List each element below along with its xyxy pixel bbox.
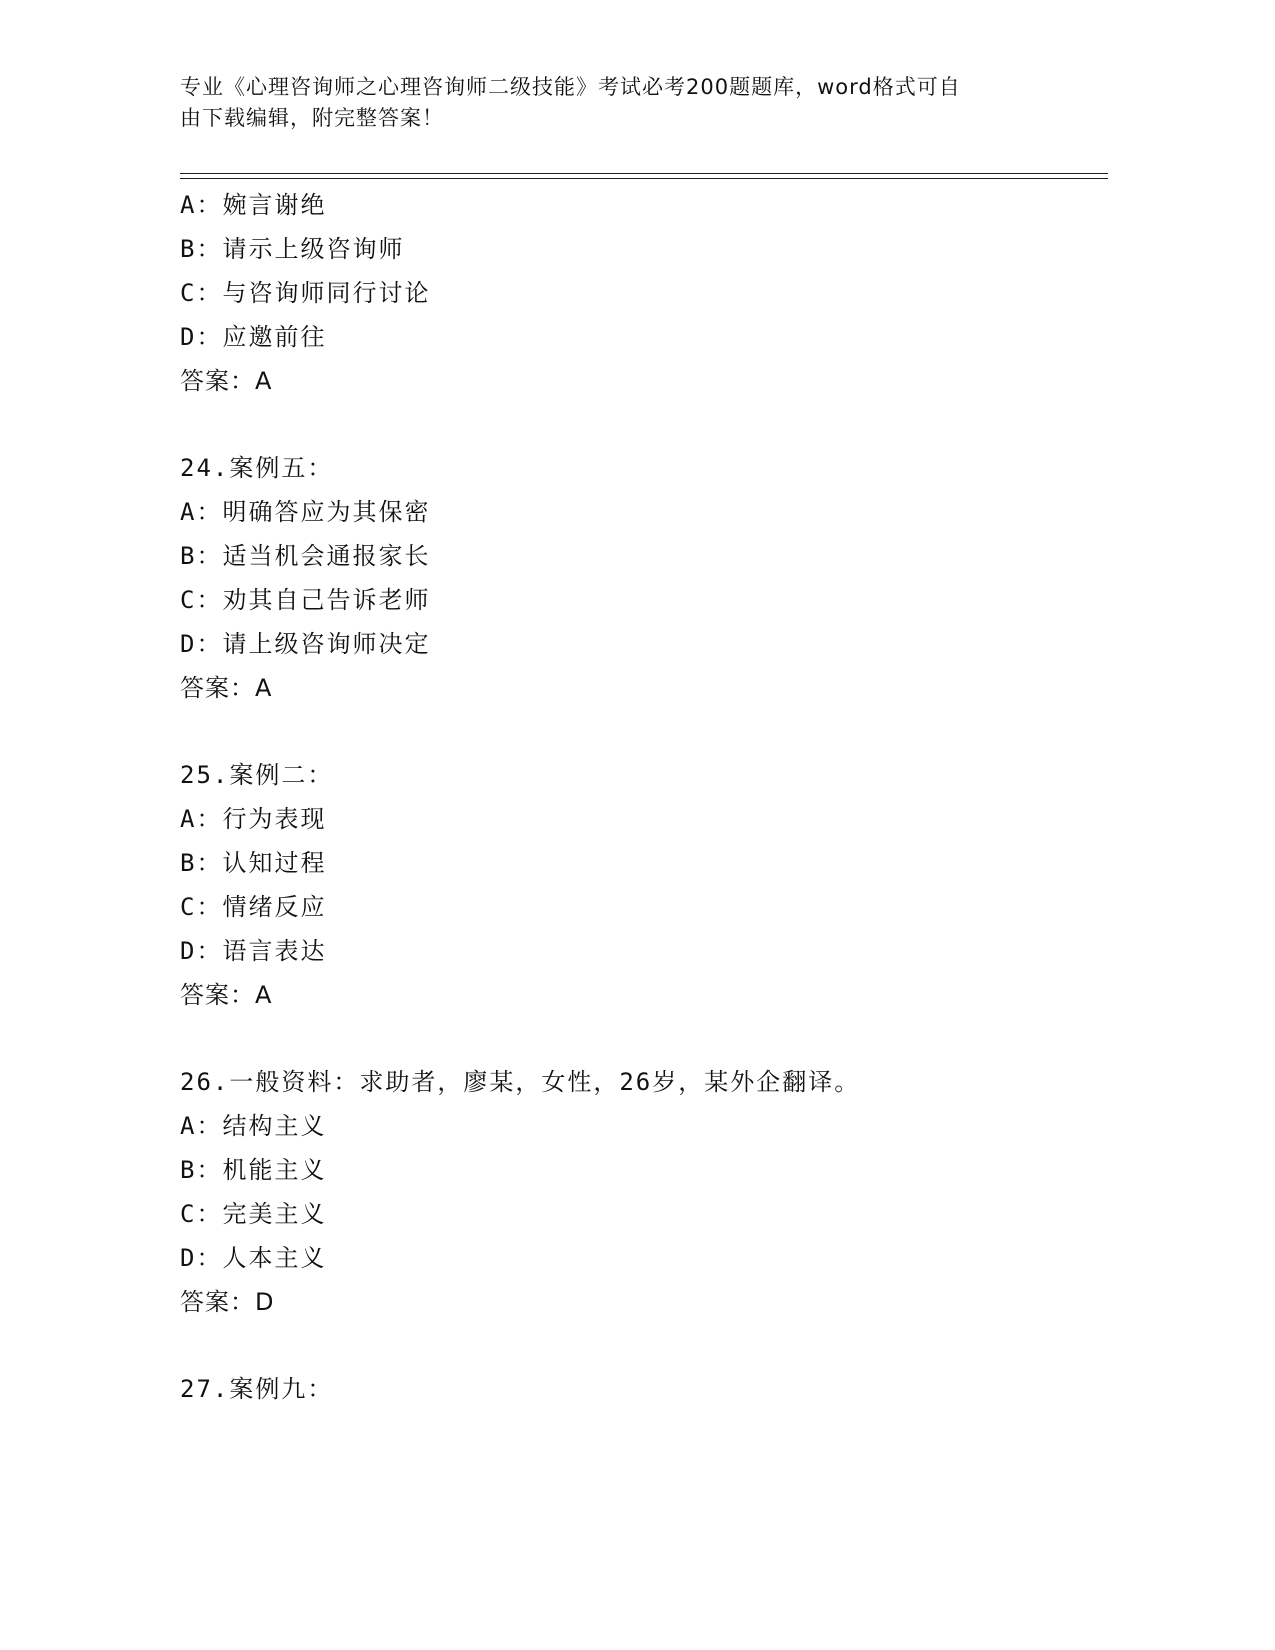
answer-line: 答案：A [180, 674, 273, 702]
option-b: B：请示上级咨询师 [180, 235, 405, 263]
question-stem: 24.案例五： [180, 454, 334, 482]
header-line-2: 由下载编辑，附完整答案！ [180, 106, 444, 130]
header-divider-bottom [180, 178, 1108, 179]
document-header [180, 72, 1060, 134]
option-b: B：适当机会通报家长 [180, 542, 431, 570]
header-divider-top [180, 173, 1108, 174]
question-27 [180, 1367, 1108, 1411]
option-b: B：认知过程 [180, 849, 327, 877]
answer-line: 答案：A [180, 981, 273, 1009]
spacer [180, 710, 1108, 753]
option-a: A：行为表现 [180, 805, 327, 833]
question-stem: 26.一般资料：求助者，廖某，女性，26岁，某外企翻译。 [180, 1068, 861, 1096]
option-a: A：结构主义 [180, 1112, 327, 1140]
question-stem: 27.案例九： [180, 1375, 334, 1403]
option-d: D：应邀前往 [180, 323, 327, 351]
option-b: B：机能主义 [180, 1156, 327, 1184]
question-25 [180, 753, 1108, 1017]
option-d: D：语言表达 [180, 937, 327, 965]
option-c: C：情绪反应 [180, 893, 327, 921]
answer-line: 答案：D [180, 1288, 275, 1316]
option-c: C：完美主义 [180, 1200, 327, 1228]
option-c: C：劝其自己告诉老师 [180, 586, 431, 614]
question-list [180, 183, 1108, 1411]
question-23 [180, 183, 1108, 403]
question-26 [180, 1060, 1108, 1324]
option-a: A：婉言谢绝 [180, 191, 327, 219]
option-c: C：与咨询师同行讨论 [180, 279, 431, 307]
spacer [180, 1324, 1108, 1367]
option-d: D：请上级咨询师决定 [180, 630, 431, 658]
answer-line: 答案：A [180, 367, 273, 395]
spacer [180, 1017, 1108, 1060]
spacer [180, 403, 1108, 446]
question-stem: 25.案例二： [180, 761, 334, 789]
option-d: D：人本主义 [180, 1244, 327, 1272]
question-24 [180, 446, 1108, 710]
option-a: A：明确答应为其保密 [180, 498, 431, 526]
header-line-1: 专业《心理咨询师之心理咨询师二级技能》考试必考200题题库，word格式可自 [180, 75, 961, 99]
